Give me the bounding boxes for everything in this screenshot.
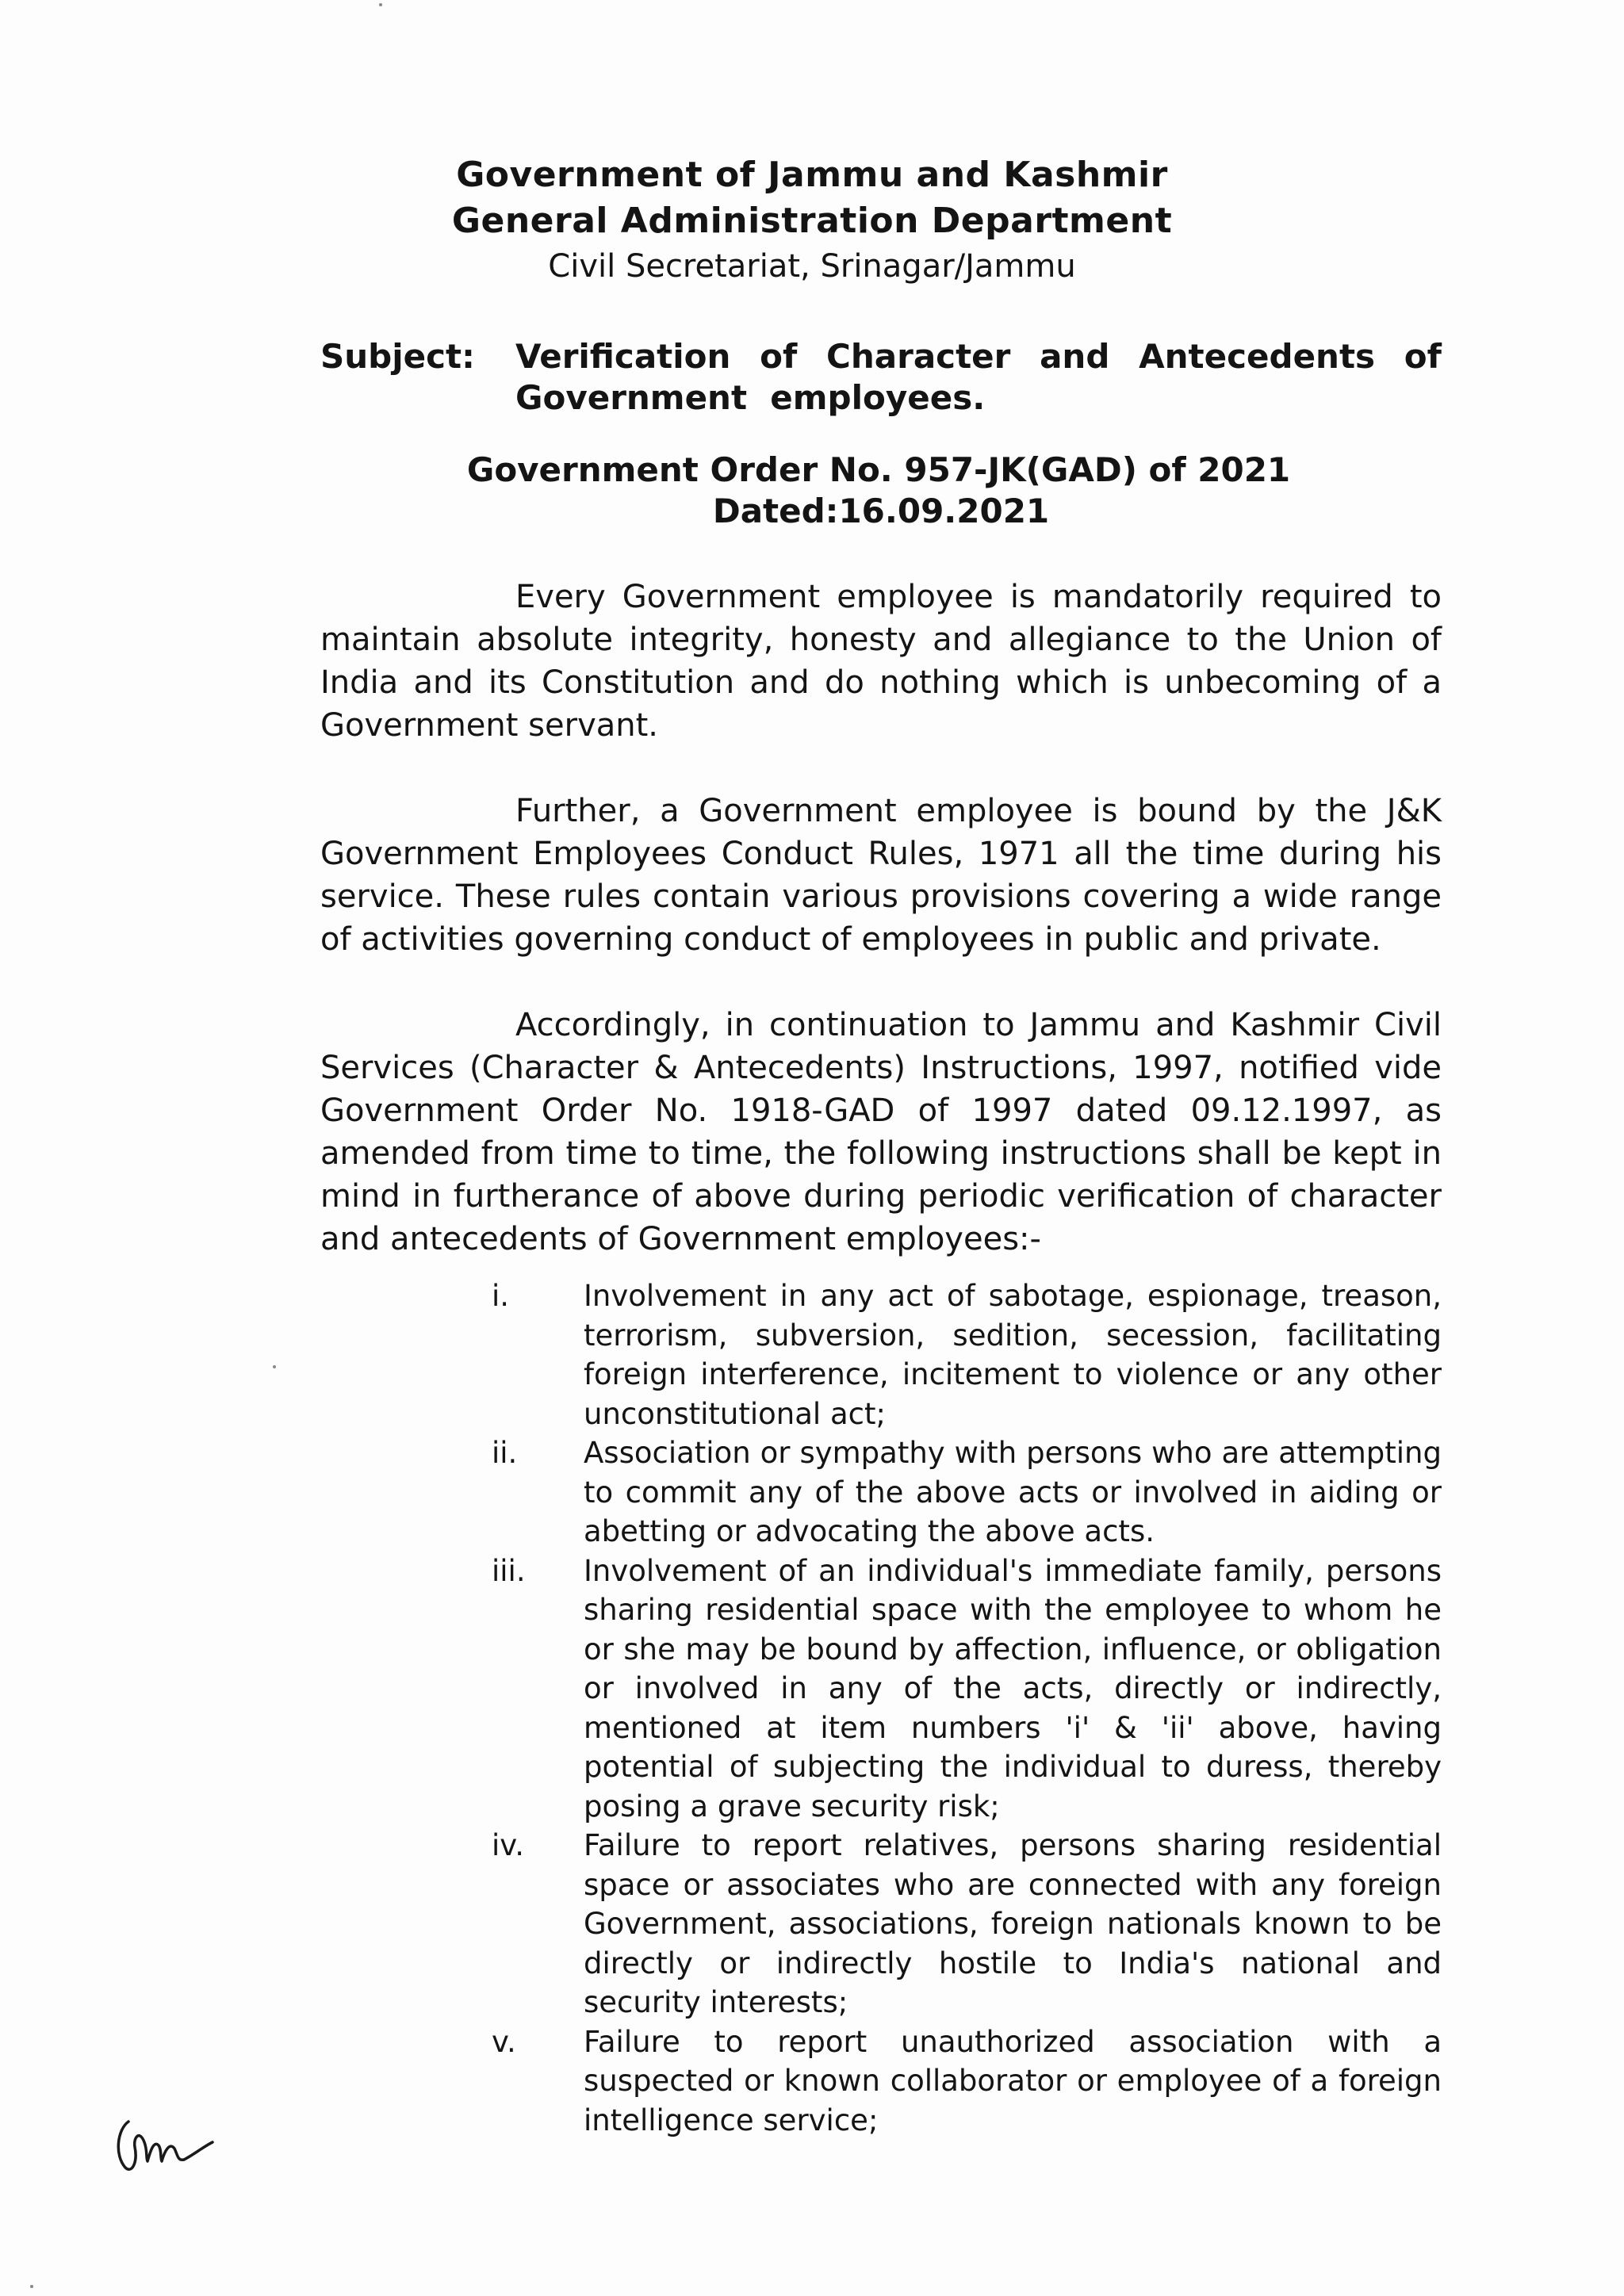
paragraph-text: Every Government employee is mandatorily required to maintain absolute integrity, honesty and allegiance to the Union of India and its Constitution and do nothing which is unbecoming of a Government servant. (320, 579, 1442, 744)
instruction-list (492, 1276, 1442, 2140)
item-text: Failure to report relatives, persons sharing residential space or associates who are connected with any foreign Government, associations, foreign nationals known to be directly or indirectly hostile to India's national and security interests; (584, 1828, 1442, 2019)
order-number: Government Order No. 957-JK(GAD) of 2021 (466, 450, 1291, 489)
order-date: Dated:16.09.2021 (712, 492, 1050, 530)
item-text: Involvement in any act of sabotage, espionage, treason, terrorism, subversion, sedition, secession, facilitating foreign interference, incitement to violence or any other unconstitutional act; (584, 1279, 1442, 1431)
subject-text (515, 336, 1442, 419)
subject-word: of (760, 337, 798, 376)
paragraph-3 (320, 1004, 1442, 1261)
item-number: iii. (492, 1553, 526, 1588)
list-item (492, 1276, 1442, 1433)
letterhead (0, 152, 1624, 289)
list-item (492, 1552, 1442, 1827)
subject-word: and (1040, 337, 1110, 376)
paragraph-1 (320, 576, 1442, 747)
scan-speck (30, 2285, 33, 2288)
subject-line-2: Government employees. (515, 378, 986, 417)
item-text: Involvement of an individual's immediate family, persons sharing residential space with the employee to whom he or she may be bound by affection, influence, or obligation or involved in any of the acts, directly or indirectly, mentioned at item numbers 'i' & 'ii' above, having potential of subjecting the individual to duress, thereby posing a grave security risk; (584, 1553, 1442, 1823)
item-number: ii. (492, 1436, 518, 1470)
item-number: iv. (492, 1828, 525, 1862)
subject-word: Antecedents (1139, 337, 1376, 376)
subject-word: Verification (515, 337, 731, 376)
scan-speck (273, 1365, 276, 1368)
paragraph-text: Accordingly, in continuation to Jammu and Kashmir Civil Services (Character & Antecedents) Instructions, 1997, notified vide Government Order No. 1918-GAD of 1997 dated 09.12.1997, as amended from time to time, the following instructions shall be kept in mind in furtherance of above during periodic verification of character and antecedents of Government employees:- (320, 1007, 1442, 1257)
subject-label: Subject: (320, 337, 475, 376)
item-number: i. (492, 1279, 510, 1313)
item-text: Failure to report unauthorized association with a suspected or known collaborator or employee of a foreign intelligence service; (584, 2024, 1442, 2137)
list-item (492, 1826, 1442, 2022)
list-item (492, 1433, 1442, 1552)
scan-speck (379, 3, 382, 6)
subject-word: of (1404, 337, 1442, 376)
paragraph-text: Further, a Government employee is bound by the J&K Government Employees Conduct Rules, 1971 all the time during his service. These rules contain various provisions covering a wide range of activities governing conduct of employees in public and private. (320, 793, 1442, 958)
item-text: Association or sympathy with persons who are attempting to commit any of the above acts or involved in aiding or abetting or advocating the above acts. (584, 1436, 1442, 1548)
government-name: Government of Jammu and Kashmir (456, 155, 1168, 195)
paragraph-2 (320, 790, 1442, 961)
item-number: v. (492, 2024, 516, 2059)
office-address: Civil Secretariat, Srinagar/Jammu (548, 248, 1076, 285)
list-item (492, 2022, 1442, 2141)
department-name: General Administration Department (451, 201, 1173, 241)
initials-signature (111, 2106, 222, 2177)
subject-word: Character (826, 337, 1011, 376)
subject-line-1 (515, 336, 1442, 377)
